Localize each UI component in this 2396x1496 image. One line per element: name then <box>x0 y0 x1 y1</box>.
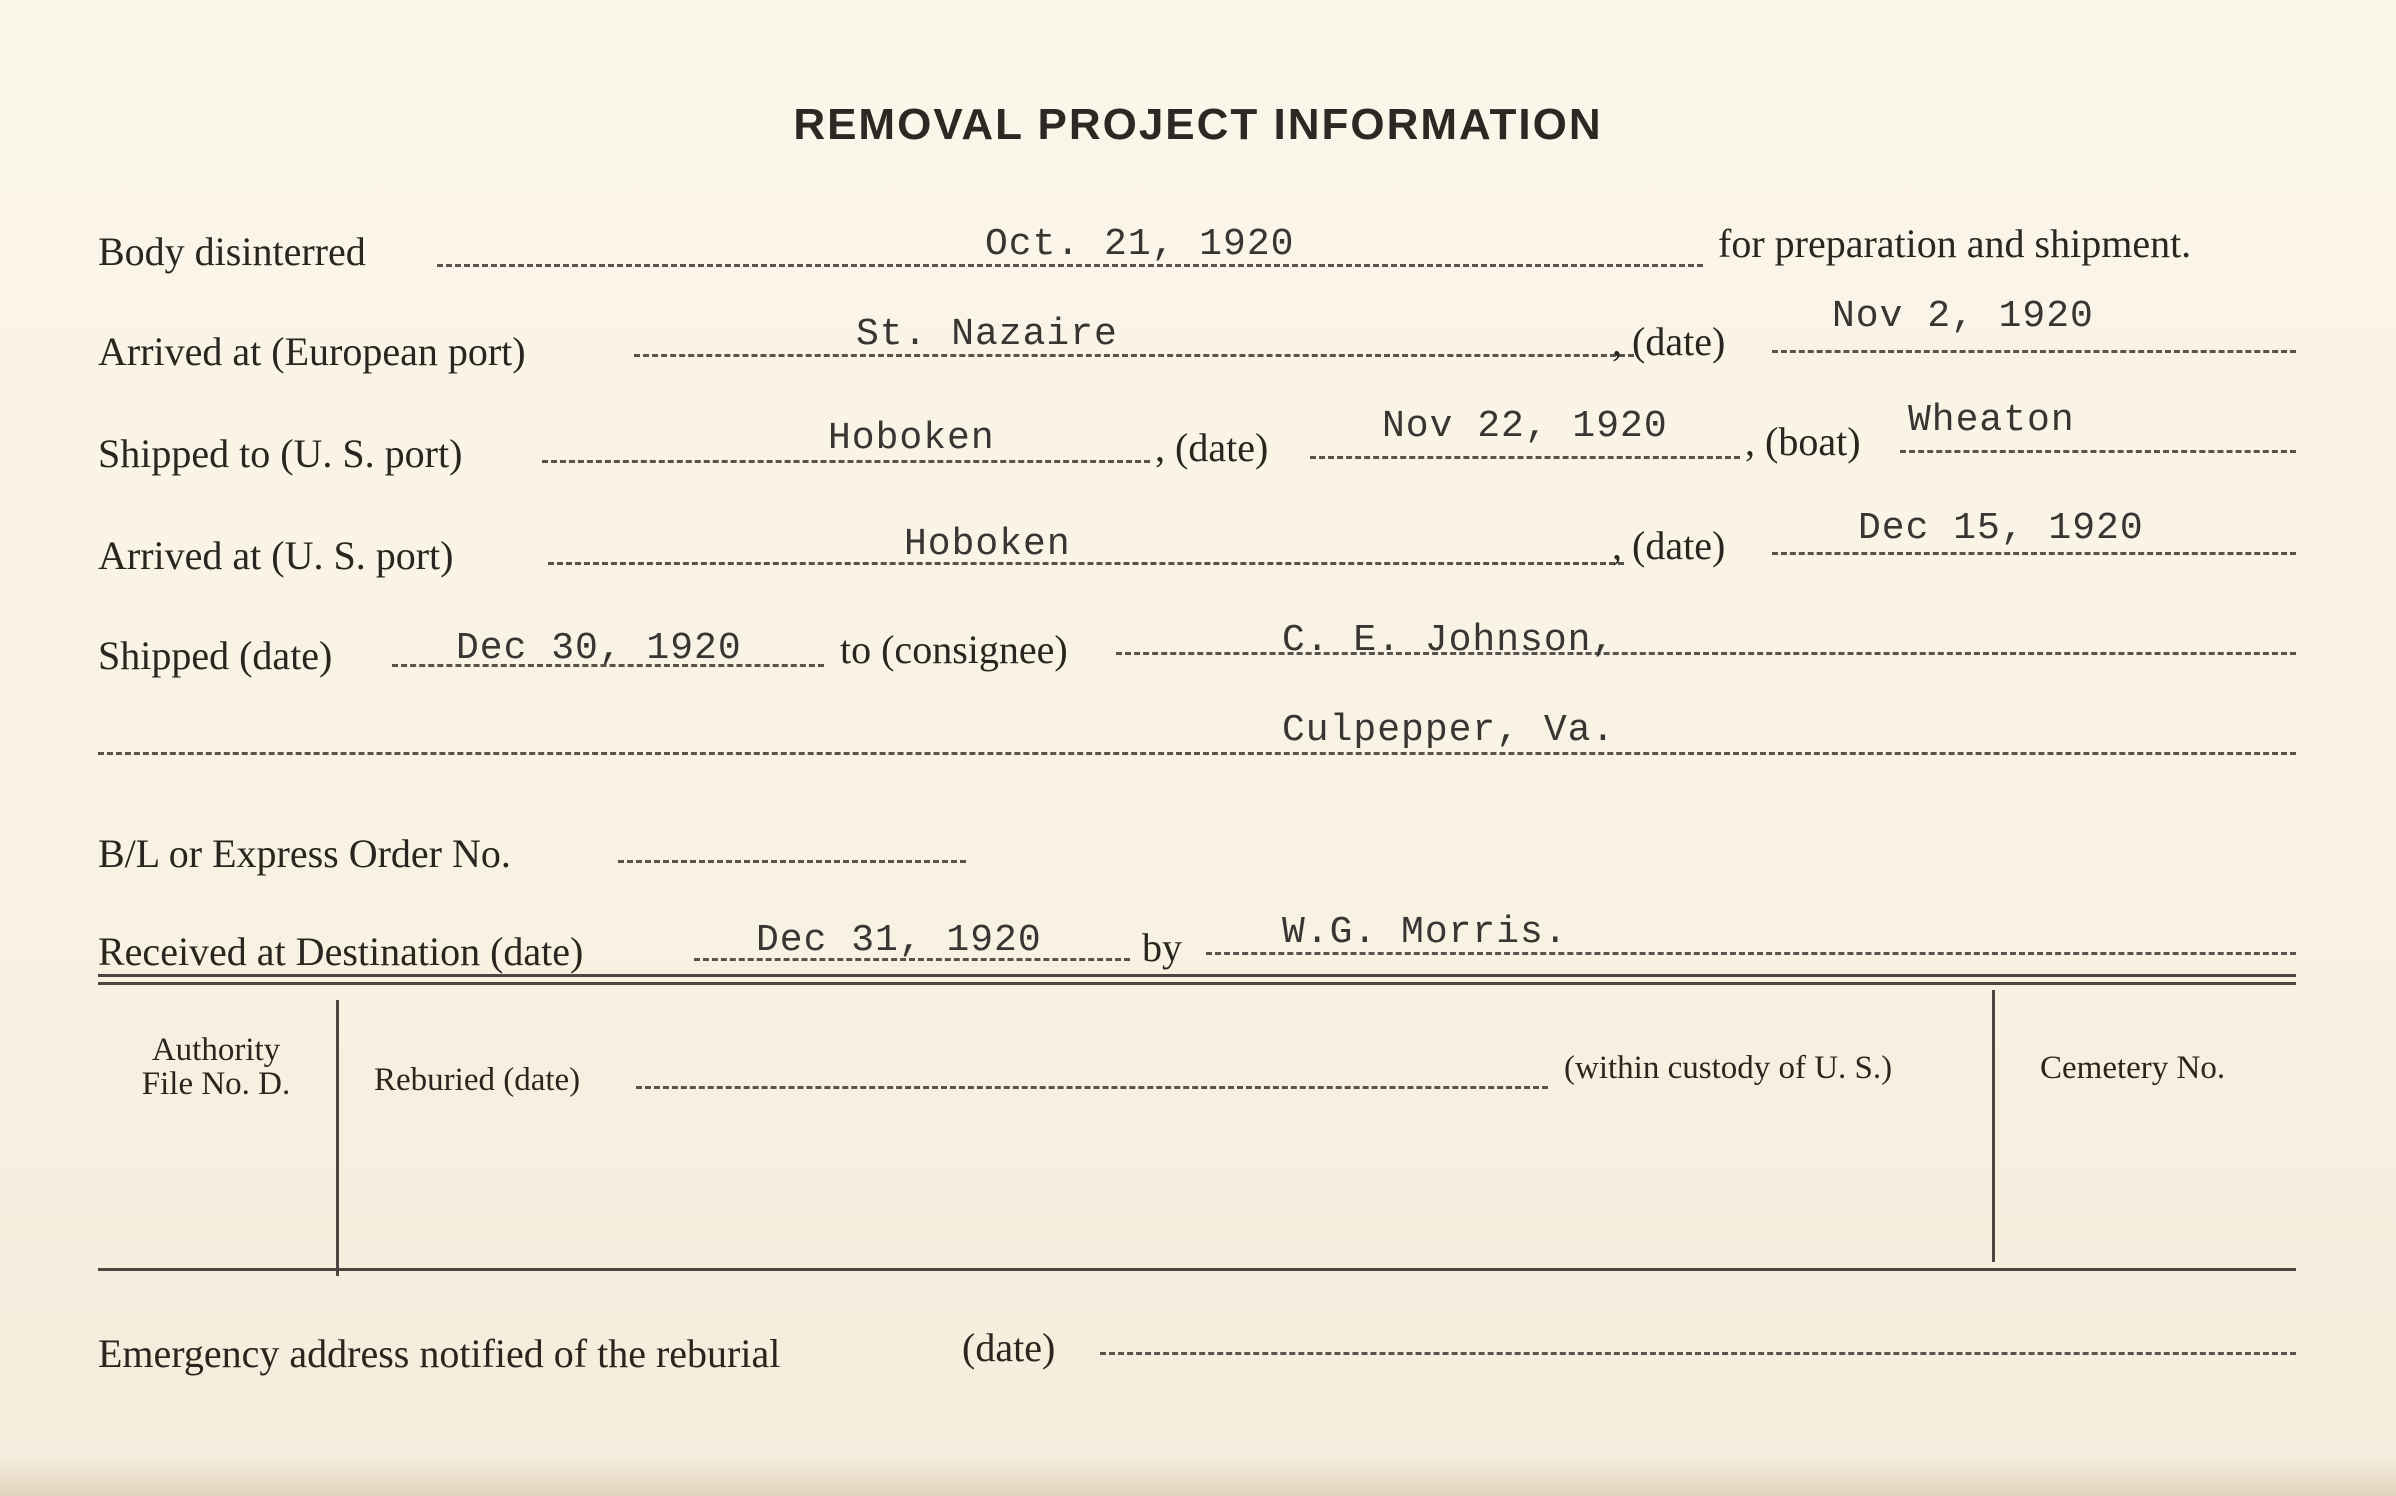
arrived-us-label: Arrived at (U. S. port) <box>98 533 454 578</box>
shipped-us-date-label: , (date) <box>1155 425 1269 470</box>
emergency-date-line <box>1100 1352 2296 1355</box>
shipped-date-label: Shipped (date) <box>98 633 333 678</box>
arrived-us-port-line <box>548 562 1624 565</box>
bl-order-line <box>618 860 966 863</box>
arrived-european-port-line <box>634 354 1634 357</box>
body-disinterred-label: Body disinterred <box>98 229 366 274</box>
reburied-line <box>636 1086 1548 1089</box>
bl-order-label: B/L or Express Order No. <box>98 831 511 876</box>
body-disinterred-suffix: for preparation and shipment. <box>1718 221 2192 266</box>
authority-line1: Authority <box>151 1032 281 1068</box>
body-disinterred-value: Oct. 21, 1920 <box>985 223 1295 266</box>
arrived-us-date: Dec 15, 1920 <box>1858 507 2144 550</box>
arrived-us-port: Hoboken <box>904 523 1071 566</box>
authority-line2: File No. D. <box>141 1066 291 1102</box>
shipped-us-boat-label: , (boat) <box>1745 419 1861 464</box>
arrived-european-port: St. Nazaire <box>856 313 1118 356</box>
consignee-name: C. E. Johnson, <box>1282 619 1616 662</box>
consignee-address-line <box>98 752 2296 755</box>
shipped-us-port-line <box>542 460 1150 463</box>
arrived-us-date-label: , (date) <box>1612 523 1726 568</box>
received-by-label: by <box>1142 925 1182 970</box>
double-rule-bottom <box>98 982 2296 985</box>
shipped-us-boat-line <box>1900 450 2296 453</box>
arrived-european-date-label: , (date) <box>1612 319 1726 364</box>
shipped-us-date: Nov 22, 1920 <box>1382 405 1668 448</box>
card-edge-shadow <box>0 1458 2396 1496</box>
double-rule-top <box>98 974 2296 977</box>
shipped-us-port: Hoboken <box>828 417 995 460</box>
reburied-label: Reburied (date) <box>374 1062 581 1098</box>
cemetery-label: Cemetery No. <box>2040 1050 2226 1086</box>
form-title: REMOVAL PROJECT INFORMATION <box>793 100 1603 149</box>
received-label: Received at Destination (date) <box>98 929 584 974</box>
shipped-us-label: Shipped to (U. S. port) <box>98 431 463 476</box>
shipped-date: Dec 30, 1920 <box>456 627 742 670</box>
arrived-european-date: Nov 2, 1920 <box>1832 295 2094 338</box>
consignee-label: to (consignee) <box>840 627 1068 672</box>
shipped-us-date-line <box>1310 456 1740 459</box>
received-by: W.G. Morris. <box>1282 911 1568 954</box>
consignee-address: Culpepper, Va. <box>1282 709 1616 752</box>
box-divider-left <box>336 1000 339 1276</box>
arrived-european-date-line <box>1772 350 2296 353</box>
shipped-us-boat: Wheaton <box>1908 399 2075 442</box>
custody-label: (within custody of U. S.) <box>1564 1050 1893 1086</box>
arrived-european-label: Arrived at (European port) <box>98 329 526 374</box>
emergency-label: Emergency address notified of the reburial <box>98 1331 781 1376</box>
emergency-date-label: (date) <box>962 1325 1056 1370</box>
arrived-us-date-line <box>1772 552 2296 555</box>
box-bottom-rule <box>98 1268 2296 1271</box>
received-date: Dec 31, 1920 <box>756 919 1042 962</box>
box-divider-right <box>1992 990 1995 1262</box>
